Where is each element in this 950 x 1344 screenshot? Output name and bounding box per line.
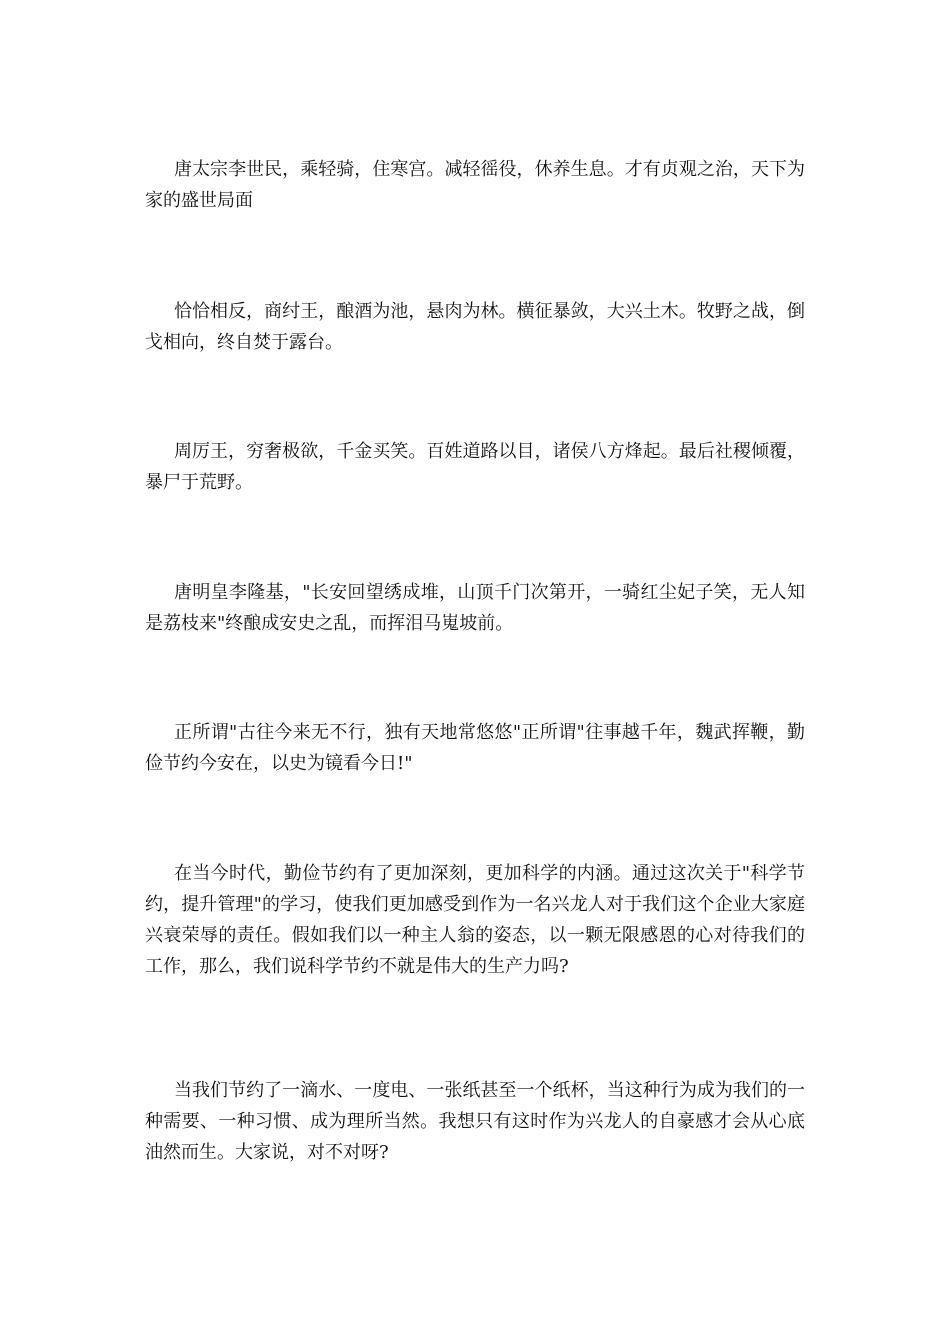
paragraph-shang-zhou: 恰恰相反，商纣王，酿酒为池，悬肉为林。横征暴敛，大兴土木。牧野之战，倒戈相向，终自焚于露台。 (145, 301, 805, 353)
paragraph-modern-thrift: 在当今时代，勤俭节约有了更加深刻，更加科学的内涵。通过这次关于"科学节约，提升管理"的学习，使我们更加感受到作为一名兴龙人对于我们这个企业大家庭兴衰荣辱的责任。假如我们以一种主人翁的姿态，以一颗无限感恩的心对待我们的工作，那么，我们说科学节约不就是伟大的生产力吗? (145, 863, 805, 977)
paragraph-history-mirror: 正所谓"古往今来无不行，独有天地常悠悠"正所谓"往事越千年，魏武挥鞭，勤俭节约今安在，以史为镜看今日!" (145, 722, 805, 774)
paragraph-tang-taizong: 唐太宗李世民，乘轻骑，住寒宫。减轻徭役，休养生息。才有贞观之治，天下为家的盛世局面 (145, 159, 805, 211)
paragraph-zhou-li: 周厉王，穷奢极欲，千金买笑。百姓道路以目，诸侯八方烽起。最后社稷倾覆，暴尸于荒野。 (145, 441, 805, 493)
paragraph-closing: 当我们节约了一滴水、一度电、一张纸甚至一个纸杯，当这种行为成为我们的一种需要、一种习惯、成为理所当然。我想只有这时作为兴龙人的自豪感才会从心底油然而生。大家说，对不对呀? (145, 1080, 805, 1163)
paragraph-tang-minghuang: 唐明皇李隆基，"长安回望绣成堆，山顶千门次第开，一骑红尘妃子笑，无人知是荔枝来"终酿成安史之乱，而挥泪马嵬坡前。 (145, 582, 805, 634)
